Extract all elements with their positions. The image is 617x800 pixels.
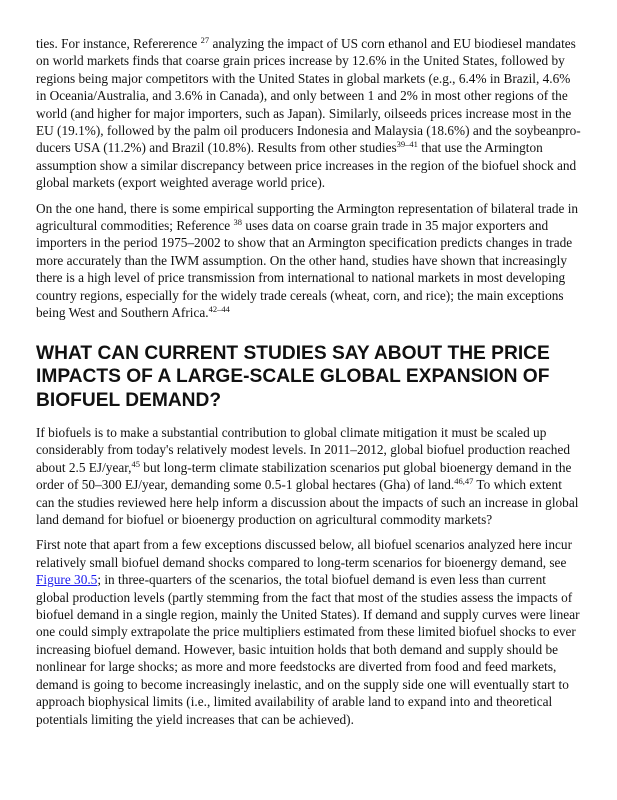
paragraph-demand-shocks bbox=[36, 536, 582, 727]
paragraph-price-increases bbox=[36, 35, 582, 192]
citation-ref: 39–41 bbox=[396, 139, 418, 150]
text: that use the Armington assumption show a similar discrepancy between price increases in the region of the biofuel shock and global markets (export weighted average world price). bbox=[36, 140, 577, 191]
figure-link[interactable]: Figure 30.5 bbox=[36, 572, 98, 588]
heading-line: WHAT CAN CURRENT STUDIES SAY ABOUT THE PRICE bbox=[36, 342, 550, 364]
text: but long-term climate stabilization scenarios put global bioenergy demand in the order of 50–300 EJ/year, demanding some 0.5-1 global hectares (Gha) of land. bbox=[36, 459, 572, 493]
paragraph-scaling-biofuels bbox=[36, 424, 582, 528]
section-heading bbox=[36, 342, 582, 413]
heading-line: BIOFUEL DEMAND? bbox=[36, 389, 222, 411]
text: If biofuels is to make a substantial contribution to global climate mitigation it must be scaled up considerably from today's relatively modest levels. In 2011–2012, global biofuel production reached about 2.5 EJ/year, bbox=[36, 425, 571, 475]
paragraph-armington-evidence bbox=[36, 200, 582, 322]
document-page bbox=[36, 35, 582, 736]
text: uses data on coarse grain trade in 35 major exporters and importers in the period 1975–2002 to show that an Armington specification predicts changes in trade more accurately than the IWM assumption. On the other hand, studies have shown that increasingly there is a high level of price transmission from international to national markets in most developing country regions, especially for the widely trade cereals (wheat, corn, and rice); the main exceptions being West and Southern Africa. bbox=[36, 218, 573, 321]
text: First note that apart from a few exceptions discussed below, all biofuel scenarios analyzed here incur relatively small biofuel demand shocks compared to long-term scenarios for bioenergy demand, see bbox=[36, 537, 572, 570]
citation-ref: 45 bbox=[131, 458, 140, 469]
heading-line: IMPACTS OF A LARGE-SCALE GLOBAL EXPANSION OF bbox=[36, 366, 550, 387]
citation-ref: 42–44 bbox=[208, 304, 230, 315]
citation-ref: 46,47 bbox=[454, 476, 474, 487]
citation-ref: 38 bbox=[233, 217, 243, 228]
text: On the one hand, there is some empirical supporting the Armington representation of bilateral trade in agricultural commodities; Reference bbox=[36, 200, 579, 234]
text: To which extent can the studies reviewed here help inform a discussion about the impacts of such an increase in global land demand for biofuel or bioenergy production on agricultural commodity markets? bbox=[36, 477, 579, 528]
citation-ref: 27 bbox=[200, 35, 210, 45]
text: ; in three-quarters of the scenarios, the total biofuel demand is even less than current global production levels (partly stemming from the fact that most of the studies assess the impacts of biofuel demand in a single region, mainly the United States). If demand and supply curves were linear one could simply extrapolate the price multipliers estimated from these limited biofuel shocks to ever increasing biofuel demand. However, basic intuition holds that both demand and supply should be nonlinear for large shocks; as more and more feedstocks are diverted from food and feed markets, demand is going to become increasingly inelastic, and on the supply side one will eventually start to approach biophysical limits (i.e., limited availability of arable land to expand into and theoretical potentials limiting the yield increases that can be achieved). bbox=[36, 572, 580, 727]
text: ties. For instance, Refererence bbox=[36, 36, 201, 51]
text: analyzing the impact of US corn ethanol and EU biodiesel mandates on world markets finds that coarse grain prices increase by 12.6% in the United States, followed by regions being major competitors with the United States in global markets (e.g., 6.4% in Brazil, 4.6% in Oceania/Australia, and 3.6% in Canada), and only between 1 and 2% in most other regions of the world (and higher for major importers, such as Japan). Similarly, oilseeds prices increase most in the EU (19.1%), followed by the palm oil producers Indonesia and Malaysia (18.6%) and the soybeanpro-ducers USA (11.2%) and Brazil (10.8%). Results from other studies bbox=[36, 36, 581, 156]
